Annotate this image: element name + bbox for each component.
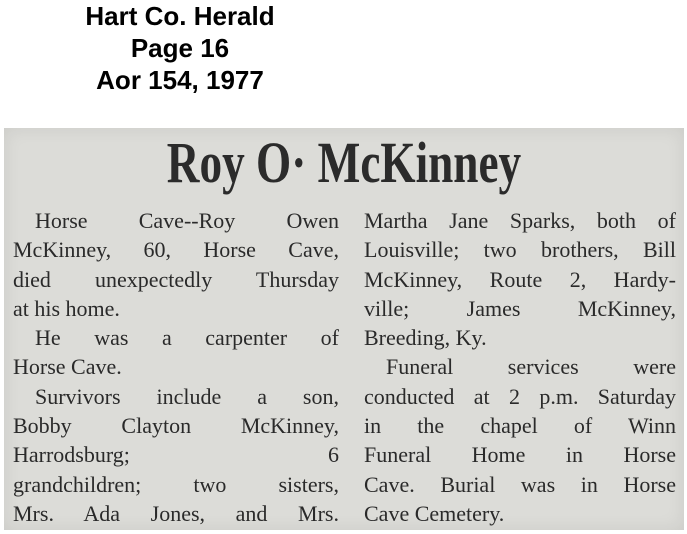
page-number: Page 16 — [130, 33, 230, 63]
text-line: McKinney, 60, Horse Cave, — [13, 237, 339, 263]
text-line: He was a carpenter of — [35, 325, 339, 351]
text-line: Funeral Home in Horse — [364, 442, 676, 468]
right-column — [364, 206, 676, 528]
text-line: Breeding, Ky. — [364, 325, 487, 351]
text-line: died unexpectedly Thursday — [13, 266, 339, 292]
text-line: conducted at 2 p.m. Saturday — [364, 383, 676, 409]
text-line: McKinney, Route 2, Hardy- — [364, 266, 676, 292]
text-line: Horse Cave--Roy Owen — [35, 208, 339, 233]
text-line: ville; James McKinney, — [364, 295, 676, 321]
left-column — [13, 206, 339, 528]
text-line: Martha Jane Sparks, both of — [364, 208, 676, 233]
text-line: Survivors include a son, — [35, 383, 339, 409]
obituary-headline: Roy O· McKinney — [166, 130, 522, 195]
text-line: Horse Cave. — [13, 354, 122, 380]
publication-date: Aor 154, 1977 — [96, 65, 264, 95]
text-line: Cave. Burial was in Horse — [364, 471, 676, 497]
text-line: at his home. — [13, 295, 120, 321]
source-caption — [50, 0, 310, 96]
text-line: Louisville; two brothers, Bill — [364, 237, 676, 263]
text-line: grandchildren; two sisters, — [13, 471, 339, 497]
text-line: Mrs. Ada Jones, and Mrs. — [13, 500, 339, 526]
text-line: in the chapel of Winn — [364, 413, 676, 439]
text-line: Bobby Clayton McKinney, — [13, 413, 339, 439]
text-line: Harrodsburg; 6 — [13, 442, 339, 468]
text-line: Funeral services were — [386, 354, 676, 380]
text-line: Cave Cemetery. — [364, 500, 505, 526]
newspaper-name: Hart Co. Herald — [85, 1, 275, 31]
obituary-clipping — [4, 128, 684, 530]
